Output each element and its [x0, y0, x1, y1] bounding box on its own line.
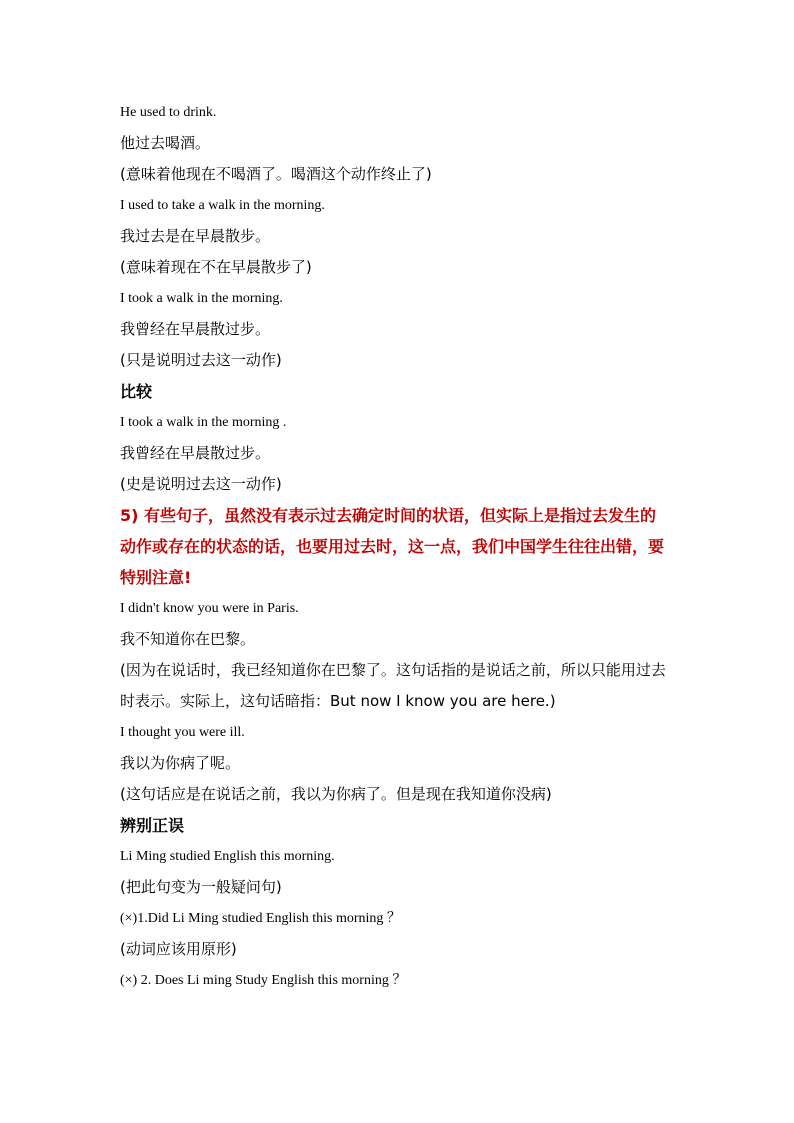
explanation-note: (把此句变为一般疑问句)	[120, 878, 282, 896]
document-body	[120, 97, 680, 996]
example-sentence-chinese: 我以为你病了呢。	[120, 754, 241, 772]
error-example-2: (×) 2. Does Li ming Study English this morning ？	[120, 973, 407, 988]
explanation-note: (史是说明过去这一动作)	[120, 475, 282, 493]
example-sentence-chinese: 他过去喝酒。	[120, 134, 211, 152]
example-sentence-english: I thought you were ill.	[120, 725, 245, 740]
example-sentence-chinese: 我不知道你在巴黎。	[120, 630, 256, 648]
explanation-note: (意味着现在不在早晨散步了)	[120, 258, 312, 276]
explanation-note: (这句话应是在说话之前，我以为你病了。但是现在我知道你没病)	[120, 785, 552, 803]
example-sentence-chinese: 我过去是在早晨散步。	[120, 227, 271, 245]
grammar-rule-highlight: 5) 有些句子，虽然没有表示过去确定时间的状语，但实际上是指过去发生的动作或存在的状态的话，也要用过去时，这一点，我们中国学生往往出错，要特别注意!	[120, 506, 665, 587]
error-example-1: (×)1.Did Li Ming studied English this morning ？	[120, 911, 401, 926]
explanation-note: (意味着他现在不喝酒了。喝酒这个动作终止了)	[120, 165, 432, 183]
example-sentence-english: I took a walk in the morning.	[120, 291, 283, 306]
example-sentence-english: I took a walk in the morning .	[120, 415, 287, 430]
example-sentence-english: He used to drink.	[120, 105, 217, 120]
explanation-note: (动词应该用原形)	[120, 940, 237, 958]
section-heading-comparison: 比较	[120, 382, 153, 401]
example-sentence-english: Li Ming studied English this morning.	[120, 849, 335, 864]
explanation-note: (因为在说话时，我已经知道你在巴黎了。这句话指的是说话之前，所以只能用过去时表示。实际上，这句话暗指：But now I know you are here.)	[120, 661, 666, 710]
example-sentence-chinese: 我曾经在早晨散过步。	[120, 444, 271, 462]
explanation-note: (只是说明过去这一动作)	[120, 351, 282, 369]
example-sentence-english: I used to take a walk in the morning.	[120, 198, 325, 213]
example-sentence-chinese: 我曾经在早晨散过步。	[120, 320, 271, 338]
example-sentence-english: I didn't know you were in Paris.	[120, 601, 299, 616]
section-heading-error-check: 辨别正误	[120, 816, 185, 835]
